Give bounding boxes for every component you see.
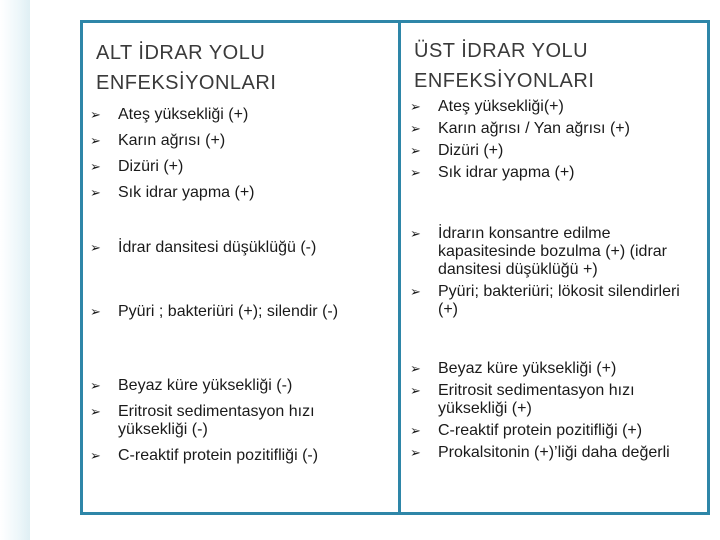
list-item: ➢ Eritrosit sedimentasyon hızı yüksekliği (-)	[90, 403, 315, 438]
list-item: ➢ İdrar dansitesi düşüklüğü (-)	[90, 239, 317, 256]
list-item: ➢ Beyaz küre yüksekliği (+)	[410, 360, 617, 377]
arrow-bullet-icon: ➢	[410, 143, 421, 158]
list-item: ➢ Sık idrar yapma (+)	[410, 164, 575, 181]
left-lab-list	[90, 377, 380, 473]
left-symptom-list	[90, 106, 390, 210]
right-heading	[414, 36, 594, 96]
list-item: ➢ Dizüri (+)	[90, 158, 184, 175]
arrow-bullet-icon: ➢	[410, 99, 421, 114]
arrow-bullet-icon: ➢	[90, 133, 101, 148]
list-item: ➢ Ateş yüksekliği(+)	[410, 98, 564, 115]
arrow-bullet-icon: ➢	[90, 159, 101, 174]
list-item: ➢ C-reaktif protein pozitifliği (+)	[410, 422, 643, 439]
arrow-bullet-icon: ➢	[410, 383, 421, 398]
list-item: ➢ Sık idrar yapma (+)	[90, 184, 255, 201]
list-item: ➢ Beyaz küre yüksekliği (-)	[90, 377, 293, 394]
right-heading-line2: ENFEKSİYONLARI	[414, 70, 595, 92]
left-pyuria-list	[90, 303, 350, 329]
arrow-bullet-icon: ➢	[90, 404, 101, 419]
arrow-bullet-icon: ➢	[90, 107, 101, 122]
list-item: ➢ Pyüri; bakteriüri; lökosit silendirleri (+)	[410, 283, 680, 318]
arrow-bullet-icon: ➢	[410, 445, 421, 460]
right-heading-line1: ÜST İDRAR YOLU	[414, 40, 589, 62]
arrow-bullet-icon: ➢	[410, 226, 421, 241]
arrow-bullet-icon: ➢	[90, 185, 101, 200]
list-item: ➢ Eritrosit sedimentasyon hızı yüksekliği (+)	[410, 382, 635, 417]
arrow-bullet-icon: ➢	[410, 284, 421, 299]
list-item: ➢ Karın ağrısı (+)	[90, 132, 226, 149]
arrow-bullet-icon: ➢	[90, 240, 101, 255]
list-item: ➢ Prokalsitonin (+)’liği daha değerli	[410, 444, 670, 461]
list-item: ➢ C-reaktif protein pozitifliği (-)	[90, 447, 319, 464]
arrow-bullet-icon: ➢	[410, 165, 421, 180]
arrow-bullet-icon: ➢	[90, 304, 101, 319]
arrow-bullet-icon: ➢	[410, 423, 421, 438]
list-item: ➢ İdrarın konsantre edilme kapasitesinde bozulma (+) (idrar dansitesi düşüklüğü +)	[410, 225, 667, 278]
arrow-bullet-icon: ➢	[90, 448, 101, 463]
right-symptom-list	[410, 98, 700, 186]
left-heading-line2: ENFEKSİYONLARI	[96, 72, 277, 94]
list-item: ➢ Pyüri ; bakteriüri (+); silendir (-)	[90, 303, 339, 320]
list-item: ➢ Ateş yüksekliği (+)	[90, 106, 249, 123]
slide-background-accent	[0, 0, 30, 540]
left-heading-line1: ALT İDRAR YOLU	[96, 42, 266, 64]
list-item: ➢ Dizüri (+)	[410, 142, 504, 159]
right-lab-list	[410, 360, 695, 466]
list-item: ➢ Karın ağrısı / Yan ağrısı (+)	[410, 120, 630, 137]
arrow-bullet-icon: ➢	[410, 121, 421, 136]
arrow-bullet-icon: ➢	[90, 378, 101, 393]
arrow-bullet-icon: ➢	[410, 361, 421, 376]
left-density-list	[90, 239, 390, 265]
column-divider	[398, 20, 401, 515]
right-concentration-list	[410, 225, 680, 323]
left-heading	[96, 38, 276, 98]
